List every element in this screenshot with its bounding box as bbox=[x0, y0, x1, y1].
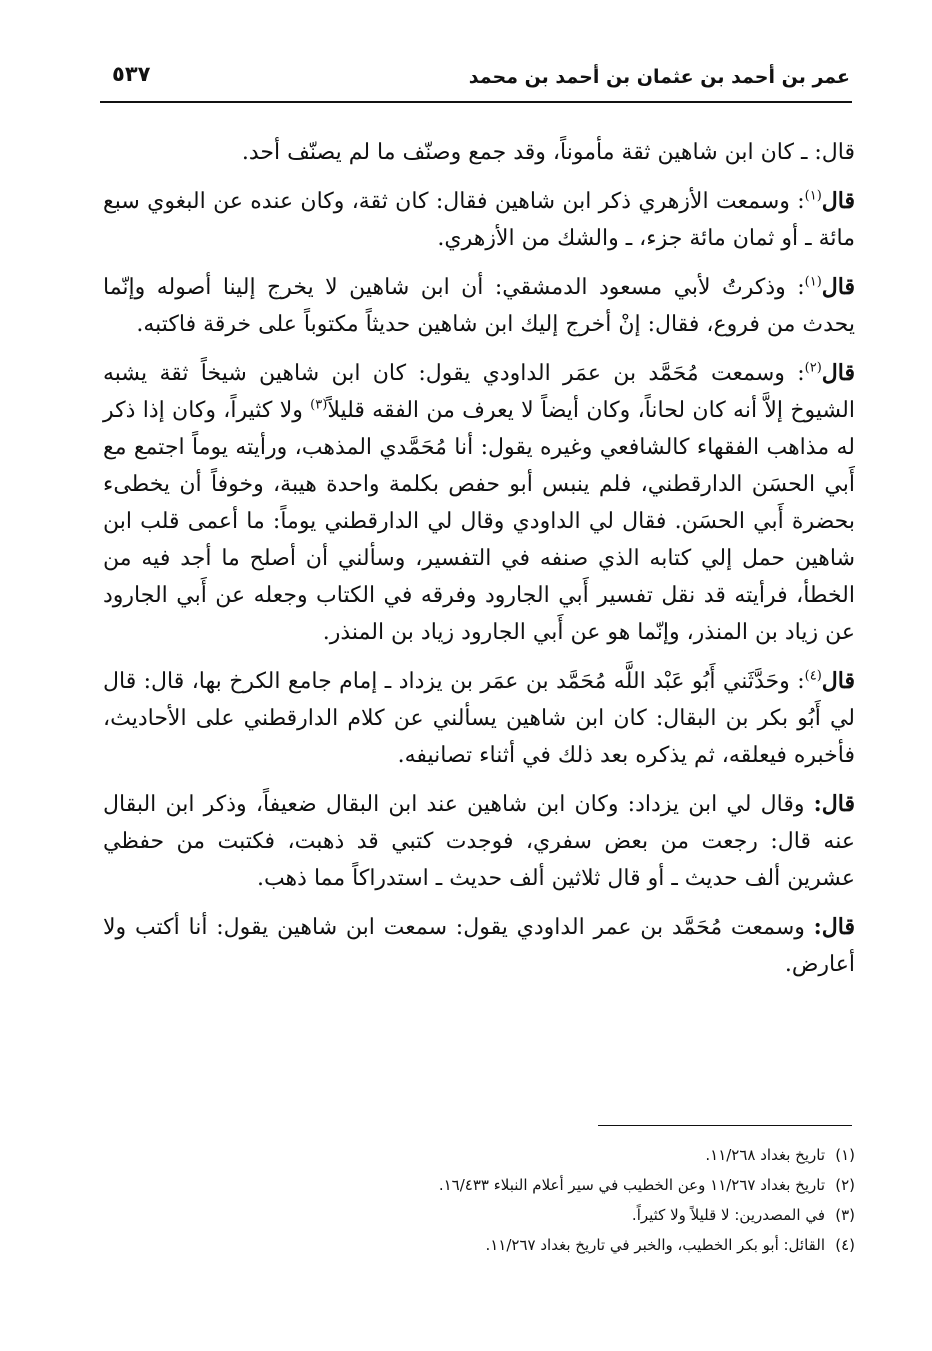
footnote-ref: (١) bbox=[804, 274, 822, 290]
paragraph-text: : وسمعت مُحَمَّد بن عمَر الداودي يقول: كان ابن شاهين شيخاً ثقة يشبه الشيوخ إلاَّ أنه كان لحاناً، وكان أيضاً لا يعرف من الفقه قليلاً bbox=[103, 361, 855, 423]
footnote-text: في المصدرين: لا قليلاً ولا كثيراً. bbox=[631, 1206, 825, 1224]
paragraph-text: : وسمعت الأزهري ذكر ابن شاهين فقال: كان ثقة، وكان عنده عن البغوي سبع مائة ـ أو ثمان مائة جزء، ـ والشك من الأزهري. bbox=[103, 189, 855, 251]
paragraph-lead: قال: bbox=[813, 791, 855, 817]
paragraph-text: قال: ـ كان ابن شاهين ثقة مأموناً، وقد جمع وصنّف ما لم يصنّف أحد. bbox=[241, 140, 855, 165]
footnote-ref: (٢) bbox=[804, 360, 822, 376]
footnote-text: القائل: أبو بكر الخطيب، والخبر في تاريخ بغداد ١١/٢٦٧. bbox=[485, 1236, 825, 1254]
paragraph-text: : وحَدَّثَني أَبُو عَبْد اللَّه مُحَمَّد بن عمَر بن يزداد ـ إمام جامع الكرخ بها، قال: قال لي أَبُو بكر بن البقال: كان ابن شاهين يسألني عن كلام الدارقطني على الأحاديث، فأخبره فيعلقه، ثم يذكره بعد ذلك في أثناء تصانيفه. bbox=[103, 669, 855, 768]
header-title: عمر بن أحمد بن عثمان بن أحمد بن محمد bbox=[468, 66, 850, 88]
paragraph-lead: قال bbox=[821, 360, 855, 386]
footnotes bbox=[103, 1140, 855, 1260]
paragraph bbox=[103, 786, 855, 897]
paragraph-lead: قال bbox=[821, 274, 855, 300]
footnote bbox=[103, 1200, 855, 1230]
footnote-number: (١) bbox=[835, 1146, 855, 1164]
footnote-number: (٤) bbox=[835, 1236, 855, 1254]
paragraph-text: : وذكرتُ لأبي مسعود الدمشقي: أن ابن شاهين لا يخرج إلينا أصوله وإنّما يحدث من فروع، فقال: إنْ أخرج إليك ابن شاهين حديثاً مكتوباً على خرقة فاكتبه. bbox=[103, 275, 855, 337]
header-rule bbox=[100, 101, 852, 103]
page-number: ٥٣٧ bbox=[112, 62, 151, 86]
paragraph-text: وسمعت مُحَمَّد بن عمر الداودي يقول: سمعت ابن شاهين يقول: أنا أكتب ولا أعارض. bbox=[103, 915, 855, 977]
footnote-text: تاريخ بغداد ١١/٢٦٨. bbox=[705, 1146, 825, 1164]
paragraph bbox=[103, 909, 855, 983]
running-header bbox=[100, 58, 850, 98]
paragraph-text: وقال لي ابن يزداد: وكان ابن شاهين عند ابن البقال ضعيفاً، وذكر ابن البقال عنه قال: رجعت من بعض سفري، فوجدت كتبي قد ذهبت، فكتبت من حفظي عشرين ألف حديث ـ أو قال ثلاثين ألف حديث ـ استدراكاً مما ذهب. bbox=[103, 792, 855, 891]
footnote bbox=[103, 1170, 855, 1200]
footnote-number: (٢) bbox=[835, 1176, 855, 1194]
paragraph-lead: قال: bbox=[813, 914, 855, 940]
footnote bbox=[103, 1230, 855, 1260]
paragraph-lead: قال bbox=[821, 188, 855, 214]
footnote-ref: (٣) bbox=[310, 397, 328, 413]
paragraph bbox=[103, 134, 855, 171]
paragraph bbox=[103, 355, 855, 651]
paragraph bbox=[103, 183, 855, 257]
footnote-number: (٣) bbox=[835, 1206, 855, 1224]
footnote-text: تاريخ بغداد ١١/٢٦٧ وعن الخطيب في سير أعلام النبلاء ١٦/٤٣٣. bbox=[438, 1176, 825, 1194]
paragraph-lead: قال bbox=[821, 668, 855, 694]
paragraph bbox=[103, 269, 855, 343]
footnote-rule bbox=[598, 1125, 852, 1126]
paragraph bbox=[103, 663, 855, 774]
footnote-ref: (٤) bbox=[804, 668, 822, 684]
footnote bbox=[103, 1140, 855, 1170]
main-text bbox=[103, 134, 855, 995]
paragraph-text-continued: ولا كثيراً، وكان إذا ذكر له مذاهب الفقهاء كالشافعي وغيره يقول: أنا مُحَمَّدي المذهب، ورأيته يوماً اجتمع مع أَبي الحسَن الدارقطني، فلم ينبس أبو حفص بكلمة واحدة هيبة، وخوفاً أن يخطىء بحضرة أَبي الحسَن. فقال لي الداودي وقال لي الدارقطني يوماً: ما أعمى قلب ابن شاهين حمل إلي كتابه الذي صنفه في التفسير، وسألني أن أصلح ما أجد فيه من الخطأ، فرأيته قد نقل تفسير أَبي الجارود وفرقه في الكتاب وجعله عن أَبي الجارود عن زياد بن المنذر، وإنّما هو عن أَبي الجارود زياد بن المنذر. bbox=[103, 398, 855, 645]
footnote-ref: (١) bbox=[804, 188, 822, 204]
